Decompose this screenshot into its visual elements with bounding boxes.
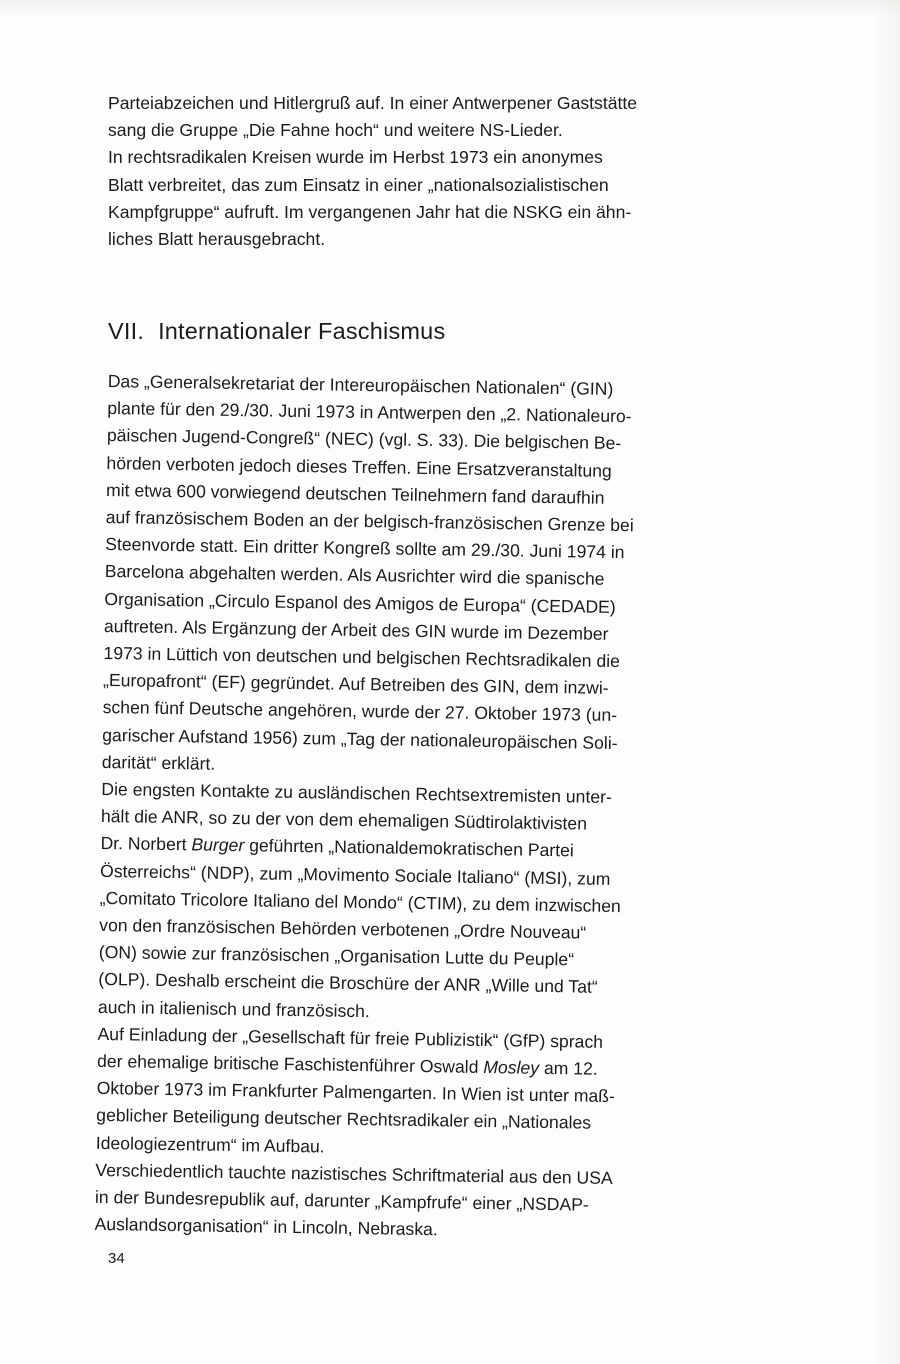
person-name: Burger [191,834,245,856]
text-line: päischen Jugend-Congreß“ (NEC) (vgl. S. 33). Die belgischen Be- [106,425,622,454]
section-body [94,368,773,1240]
paragraph-anr-contacts [98,776,767,1031]
text-line: liches Blatt herausgebracht. [108,229,326,250]
text-line: Die engsten Kontakte zu ausländischen Rechtsextremisten unter- [101,778,612,808]
text-line: auch in italienisch und französisch. [97,996,370,1021]
paragraph-gin [102,368,773,786]
page-number: 34 [108,1250,125,1267]
text-line: Oktober 1973 im Frankfurter Palmengarten. In Wien ist unter maß- [96,1078,616,1107]
text-line [100,833,574,860]
text-line: „Comitato Tricolore Italiano del Mondo“ (CTIM), zu dem inzwischen [99,887,621,916]
person-name: Mosley [483,1057,540,1078]
text-line: Organisation „Circulo Espanol des Amigos de Europa“ (CEDADE) [104,588,616,617]
section-number: VII. [108,318,145,344]
text-line: darität“ erklärt. [101,751,216,774]
text-line: 1973 in Lüttich von deutschen und belgischen Rechtsradikalen die [103,642,621,672]
text-line: „Europafront“ (EF) gegründet. Auf Betreiben des GIN, dem inzwi- [102,670,609,699]
text-line: geblicher Beteiligung deutscher Rechtsradikaler ein „Nationales [96,1105,592,1134]
text-line: Parteiabzeichen und Hitlergruß auf. In einer Antwerpener Gaststätte [108,93,638,113]
text-line: Kampfgruppe“ aufruft. Im vergangenen Jahr hat die NSKG ein ähn- [108,201,632,222]
section-body-text [94,368,773,1249]
text-line: auf französischem Boden an der belgisch-französischen Grenze bei [105,506,634,536]
text-line: in der Bundesrepublik auf, darunter „Kampfrufe“ einer „NSDAP- [94,1186,589,1215]
text-line: hält die ANR, so zu der von dem ehemaligen Südtirolaktivisten [100,806,588,834]
text-line: Barcelona abgehalten werden. Als Ausrichter wird die spanische [104,561,605,590]
page-edge-shadow [870,0,900,1364]
text-fragment: am 12. [538,1057,598,1079]
text-line: Österreichs“ (NDP), zum „Movimento Sociale Italiano“ (MSI), zum [99,860,611,889]
text-line: Auslandsorganisation“ in Lincoln, Nebraska. [94,1214,438,1240]
text-line: mit etwa 600 vorwiegend deutschen Teilnehmern fand daraufhin [105,479,605,508]
text-line: (OLP). Deshalb erscheint die Broschüre der ANR „Wille und Tat“ [98,969,598,998]
section-heading [108,316,445,346]
text-line: Das „Generalsekretariat der Intereuropäischen Nationalen“ (GIN) [107,370,614,399]
text-line: plante für den 29./30. Juni 1973 in Antwerpen den „2. Nationaleuro- [107,398,632,427]
text-line: Steenvorde statt. Ein dritter Kongreß sollte am 29./30. Juni 1974 in [105,534,625,563]
text-line: Auf Einladung der „Gesellschaft für freie Publizistik“ (GfP) sprach [97,1023,604,1052]
section-title: Internationaler Faschismus [158,318,446,344]
text-line: Ideologiezentrum“ im Aufbau. [95,1132,325,1157]
text-line: von den französischen Behörden verbotenen „Ordre Nouveau“ [99,914,587,943]
text-fragment: geführten „Nationaldemokratischen Partei [244,835,574,861]
text-line: Blatt verbreitet, das zum Einsatz in einer „nationalsozialistischen [108,174,609,195]
text-line: Verschiedentlich tauchte nazistisches Schriftmaterial aus den USA [95,1159,613,1188]
text-line: auftreten. Als Ergänzung der Arbeit des GIN wurde im Dezember [103,615,609,644]
text-fragment: der ehemalige britische Faschistenführer Oswald [96,1050,484,1078]
text-line [97,1051,598,1079]
text-line: hörden verboten jedoch dieses Treffen. Eine Ersatzveranstaltung [106,452,612,481]
text-fragment: Dr. Norbert [100,833,192,855]
page-top-shadow [0,0,900,18]
text-line: In rechtsradikalen Kreisen wurde im Herbst 1973 ein anonymes [108,147,603,168]
intro-paragraph [108,90,773,253]
text-line: garischer Aufstand 1956) zum „Tag der nationaleuropäischen Soli- [102,724,618,753]
text-line: sang die Gruppe „Die Fahne hoch“ und weitere NS-Lieder. [108,120,563,141]
paragraph-usa-material [94,1157,760,1249]
text-line: (ON) sowie zur französischen „Organisation Lutte du Peuple“ [98,942,575,970]
text-line: schen fünf Deutsche angehören, wurde der 27. Oktober 1973 (un- [102,697,618,726]
paragraph-gfp [96,1021,763,1167]
